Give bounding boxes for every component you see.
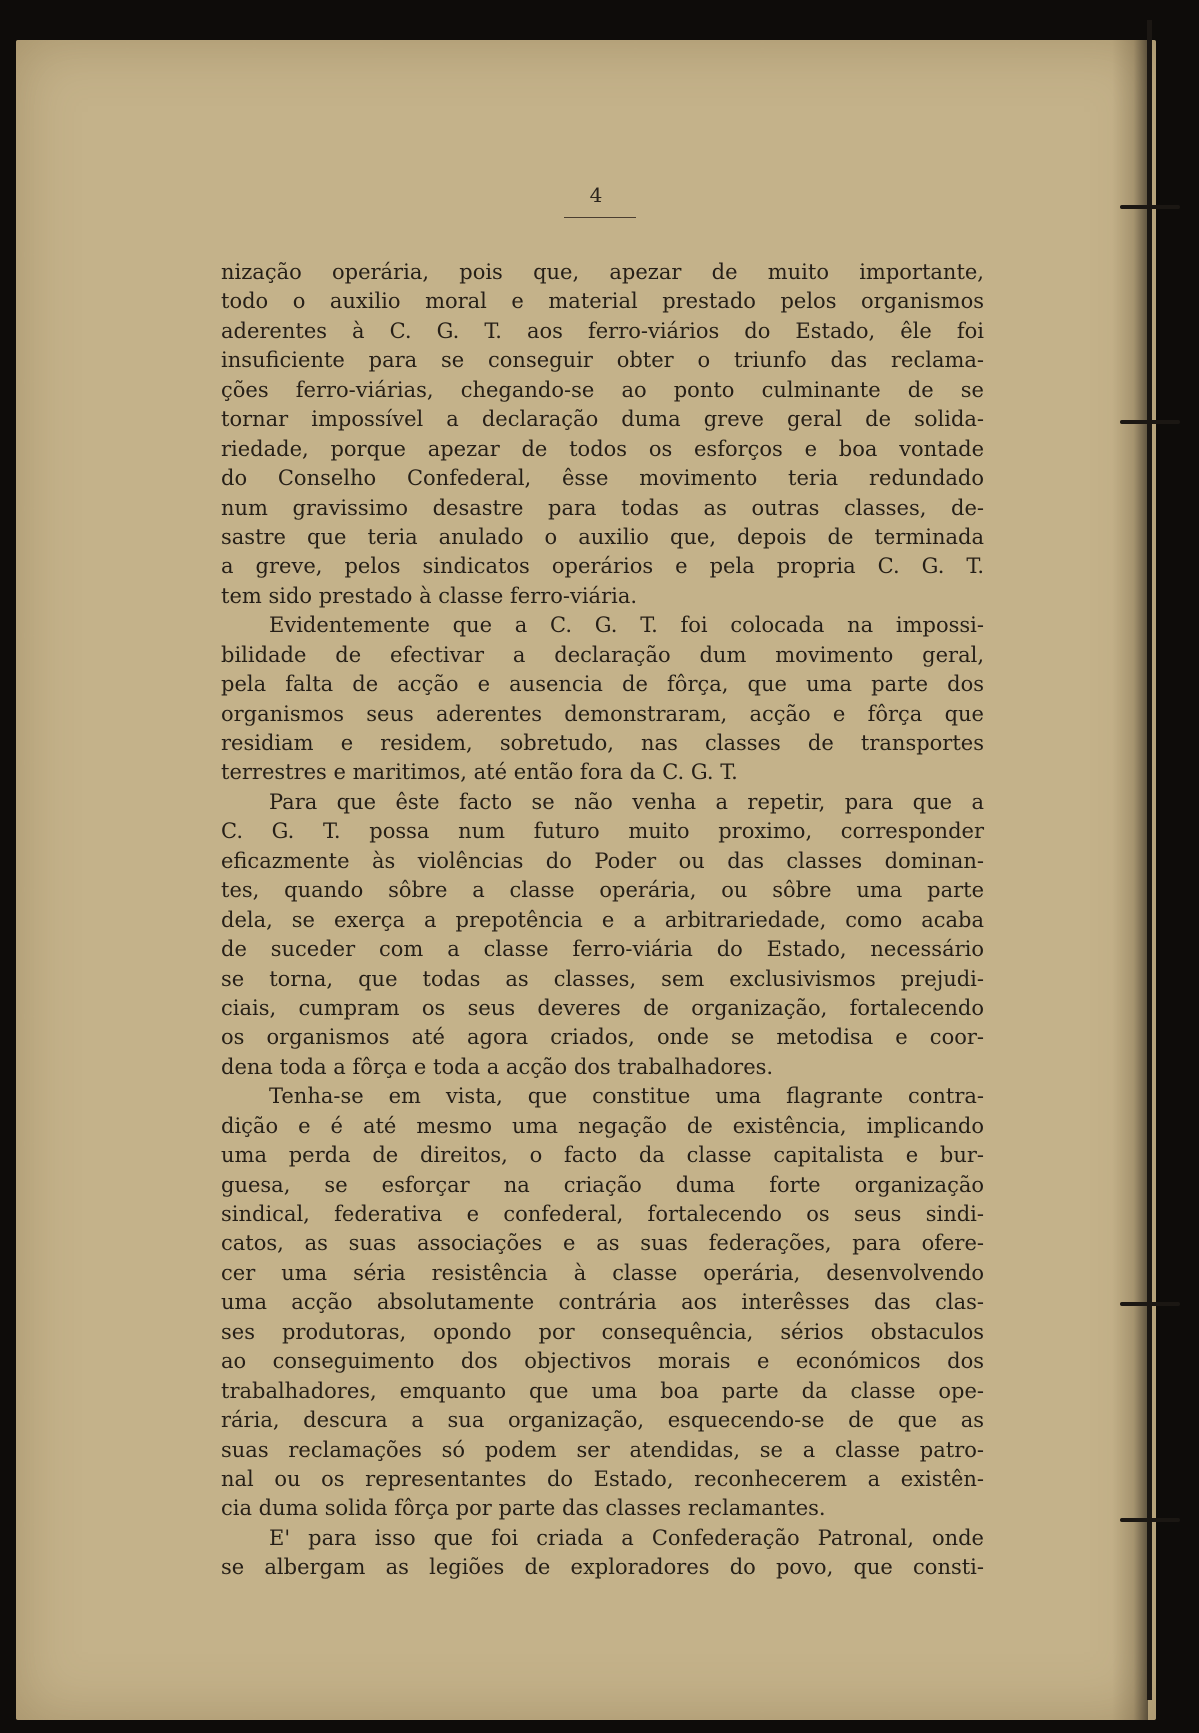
text-line: sindical, federativa e confederal, fortalecendo os seus sindi- <box>221 1202 984 1226</box>
text-line: cer uma séria resistência à classe operária, desenvolvendo <box>221 1260 984 1285</box>
text-line: do Conselho Confederal, êsse movimento teria redundado <box>221 466 984 491</box>
text-line: se albergam as legiões de exploradores do povo, que consti- <box>221 1555 984 1580</box>
binding-stitch <box>1120 1302 1180 1306</box>
text-line: organismos seus aderentes demonstraram, acção e fôrça que <box>221 701 984 726</box>
text-line: pela falta de acção e ausencia de fôrça, que uma parte dos <box>221 672 984 697</box>
text-line: residiam e residem, sobretudo, nas classes de transportes <box>221 731 984 755</box>
text-line: aderentes à C. G. T. aos ferro-viários do Estado, êle foi <box>221 318 984 343</box>
binding-stitch <box>1120 420 1180 424</box>
text-line: sastre que teria anulado o auxilio que, depois de terminada <box>221 524 984 549</box>
page-number: 4 <box>589 183 603 207</box>
text-line: ao conseguimento dos objectivos morais e económicos dos <box>221 1349 984 1374</box>
text-line: Evidentemente que a C. G. T. foi colocada na impossi- <box>269 613 984 638</box>
text-line: dela, se exerça a prepotência e a arbitrariedade, como acaba <box>221 907 984 932</box>
text-line: se torna, que todas as classes, sem exclusivismos prejudi- <box>221 966 984 991</box>
text-line: de suceder com a classe ferro-viária do Estado, necessário <box>221 937 984 962</box>
text-line: uma perda de direitos, o facto da classe capitalista e bur- <box>221 1143 984 1168</box>
text-line: nização operária, pois que, apezar de muito importante, <box>221 260 984 284</box>
text-line: ções ferro-viárias, chegando-se ao ponto culminante de se <box>221 377 984 402</box>
text-line: C. G. T. possa num futuro muito proximo, corresponder <box>221 819 984 844</box>
text-line: uma acção absolutamente contrária aos interêsses das clas- <box>221 1290 984 1315</box>
binding-stitch <box>1120 1518 1180 1522</box>
text-line: a greve, pelos sindicatos operários e pela propria C. G. T. <box>221 554 984 579</box>
page-number-rule <box>564 217 636 218</box>
text-line: ciais, cumpram os seus deveres de organização, fortalecendo <box>221 995 984 1020</box>
text-line: trabalhadores, emquanto que uma boa parte da classe ope- <box>221 1378 984 1403</box>
text-line: tes, quando sôbre a classe operária, ou sôbre uma parte <box>221 878 984 903</box>
text-line: E' para isso que foi criada a Confederação Patronal, onde <box>269 1525 984 1550</box>
binding-stitch <box>1120 205 1180 209</box>
text-line: insuficiente para se conseguir obter o triunfo das reclama- <box>221 348 984 373</box>
book-binding <box>1147 20 1152 1700</box>
text-line: os organismos até agora criados, onde se metodisa e coor- <box>221 1025 984 1050</box>
text-line: Para que êste facto se não venha a repetir, para que a <box>269 789 984 814</box>
scanned-page <box>16 40 1156 1720</box>
text-line: rária, descura a sua organização, esquecendo-se de que as <box>221 1408 984 1433</box>
text-line: cia duma solida fôrça por parte das classes reclamantes. <box>221 1496 826 1521</box>
text-line: eficazmente às violências do Poder ou das classes dominan- <box>221 848 984 873</box>
text-line: todo o auxilio moral e material prestado pelos organismos <box>221 289 984 314</box>
text-line: riedade, porque apezar de todos os esforços e boa vontade <box>221 436 984 461</box>
text-line: bilidade de efectivar a declaração dum movimento geral, <box>221 642 984 667</box>
text-line: dição e é até mesmo uma negação de existência, implicando <box>221 1113 984 1138</box>
text-line: terrestres e maritimos, até então fora da C. G. T. <box>221 760 738 785</box>
text-line: tem sido prestado à classe ferro-viária. <box>221 583 638 608</box>
text-line: suas reclamações só podem ser atendidas, se a classe patro- <box>221 1437 984 1462</box>
text-line: dena toda a fôrça e toda a acção dos trabalhadores. <box>221 1054 774 1079</box>
text-line: nal ou os representantes do Estado, reconhecerem a existên- <box>221 1466 984 1491</box>
text-line: ses produtoras, opondo por consequência, sérios obstaculos <box>221 1319 984 1344</box>
text-line: tornar impossível a declaração duma greve geral de solida- <box>221 407 984 432</box>
text-line: num gravissimo desastre para todas as outras classes, de- <box>221 495 984 520</box>
text-line: guesa, se esforçar na criação duma forte organização <box>221 1172 984 1197</box>
text-line: Tenha-se em vista, que constitue uma flagrante contra- <box>269 1084 984 1109</box>
text-line: catos, as suas associações e as suas federações, para ofere- <box>221 1231 984 1256</box>
body-text <box>221 258 984 1583</box>
